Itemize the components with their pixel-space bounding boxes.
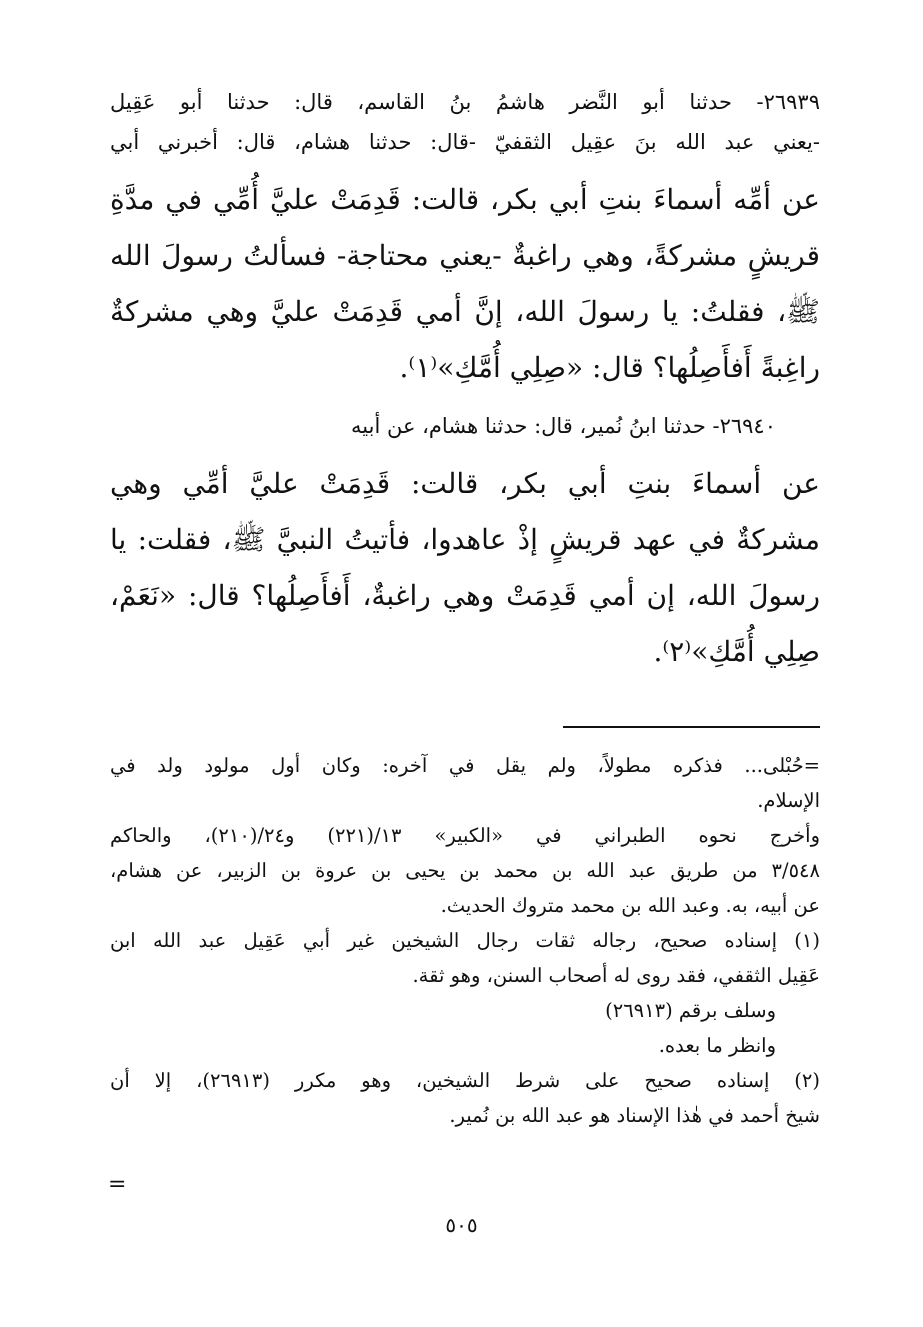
footnote-1-see-also: وانظر ما بعده. bbox=[658, 1034, 776, 1057]
footnote-separator bbox=[563, 726, 820, 728]
isnad bbox=[110, 82, 820, 162]
footnote-1-line: (١) إسناده صحيح، رجاله ثقات رجال الشيخين غير أبي عَقِيل عبد الله ابن bbox=[110, 929, 820, 952]
continuation-mark: = bbox=[108, 1172, 127, 1197]
matn-line: ﷺ، فقلتُ: يا رسولَ الله، إنَّ أمي قَدِمَتْ عليَّ وهي مشركةٌ bbox=[110, 295, 820, 328]
footnote-line: =حُبْلى... فذكره مطولاً، ولم يقل في آخره: وكان أول مولود ولد في bbox=[110, 754, 820, 777]
footnote-line: وأخرج نحوه الطبراني في «الكبير» ١٣/(٢٢١) و٢٤/(٢١٠)، والحاكم bbox=[110, 824, 820, 847]
footnote-2-line: (٢) إسناده صحيح على شرط الشيخين، وهو مكرر (٢٦٩١٣)، إلا أن bbox=[110, 1069, 820, 1092]
footnotes bbox=[110, 748, 820, 1133]
isnad-line: -يعني عبد الله بنَ عقِيل الثقفيّ -قال: حدثنا هشام، قال: أخبرني أبي bbox=[110, 130, 820, 154]
isnad-line: ٢٦٩٤٠- حدثنا ابنُ نُمير، قال: حدثنا هشام، عن أبيه bbox=[351, 414, 776, 438]
hadith-26939 bbox=[110, 82, 820, 396]
footnote-2-line: شيخ أحمد في هٰذا الإسناد هو عبد الله بن نُمير. bbox=[449, 1104, 820, 1127]
footnote-line: عن أبيه، به. وعبد الله بن محمد متروك الحديث. bbox=[440, 894, 820, 917]
matn-line: رسولَ الله، إن أمي قَدِمَتْ وهي راغبةٌ، أَفأَصِلُها؟ قال: «نَعَمْ، bbox=[110, 579, 820, 612]
matn-line: مشركةٌ في عهد قريشٍ إذْ عاهدوا، فأتيتُ النبيَّ ﷺ، فقلت: يا bbox=[110, 523, 820, 556]
hadith-26940 bbox=[110, 406, 820, 680]
page-body bbox=[110, 82, 820, 1242]
matn-line: عن أمِّه أسماءَ بنتِ أبي بكر، قالت: قَدِمَتْ عليَّ أُمِّي في مدَّةِ bbox=[110, 183, 820, 216]
matn-line: صِلِي أُمَّكِ»⁽٢⁾. bbox=[653, 635, 820, 668]
matn bbox=[110, 172, 820, 396]
footnote-1-reference: وسلف برقم (٢٦٩١٣) bbox=[605, 999, 776, 1022]
footnote-line: ٣/٥٤٨ من طريق عبد الله بن محمد بن يحيى بن عروة بن الزبير، عن هشام، bbox=[110, 859, 820, 882]
matn bbox=[110, 456, 820, 680]
isnad-line: ٢٦٩٣٩- حدثنا أبو النَّضر هاشمُ بنُ القاسم، قال: حدثنا أبو عَقِيل bbox=[110, 90, 820, 114]
matn-line: راغِبةً أَفأَصِلُها؟ قال: «صِلِي أُمَّكِ»⁽١⁾. bbox=[399, 351, 820, 384]
footnote-line: الإسلام. bbox=[757, 789, 820, 812]
matn-line: عن أسماءَ بنتِ أبي بكر، قالت: قَدِمَتْ عليَّ أمِّي وهي bbox=[110, 467, 820, 500]
isnad bbox=[110, 406, 820, 446]
page-number: ٥٠٥ bbox=[445, 1213, 478, 1237]
matn-line: قريشٍ مشركةً، وهي راغبةٌ -يعني محتاجة- فسألتُ رسولَ الله bbox=[110, 239, 820, 272]
footnote-1-line: عَقِيل الثقفي، فقد روى له أصحاب السنن، وهو ثقة. bbox=[412, 964, 820, 987]
